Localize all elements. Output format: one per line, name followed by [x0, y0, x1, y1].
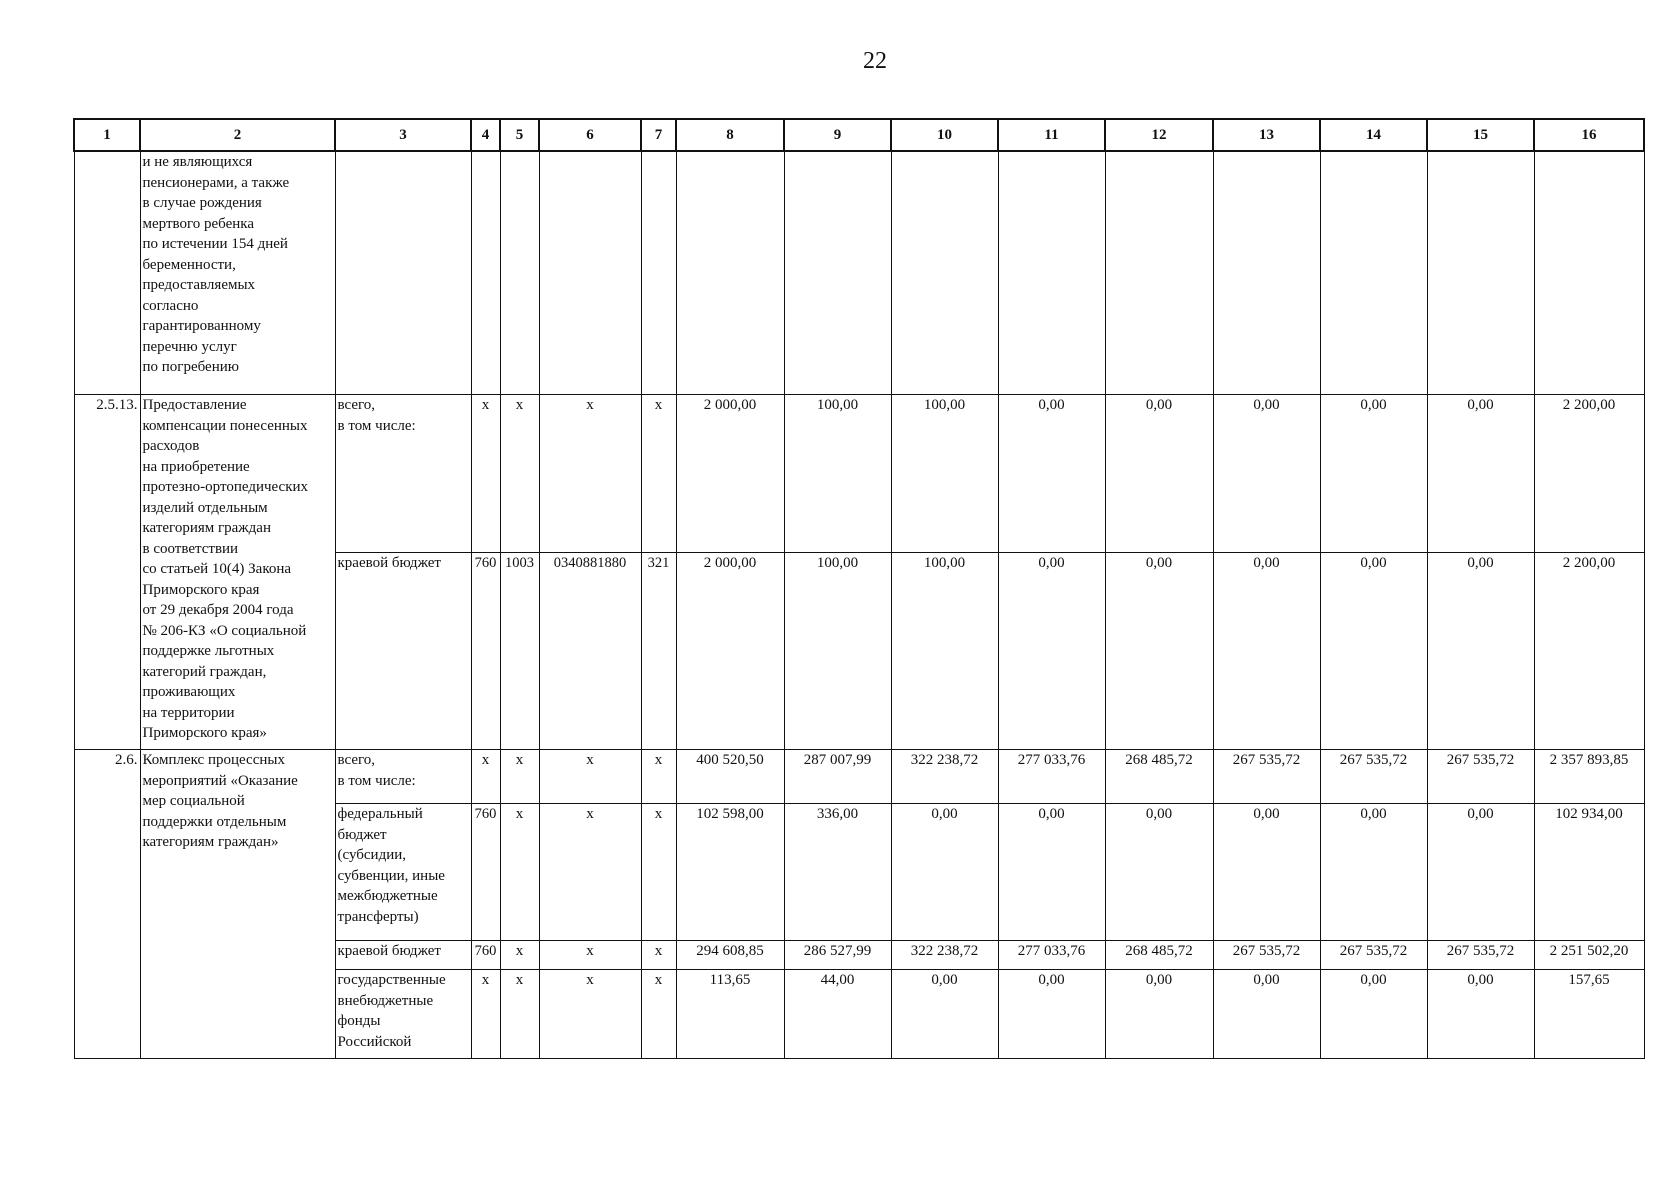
funding-source: краевой бюджет: [335, 553, 471, 750]
value-cell: 287 007,99: [784, 750, 891, 804]
cell-col5: х: [500, 750, 539, 804]
header-cell: 12: [1105, 119, 1213, 151]
cell-col7: х: [641, 750, 676, 804]
header-cell: 8: [676, 119, 784, 151]
header-cell: 10: [891, 119, 998, 151]
value-cell: 113,65: [676, 970, 784, 1059]
value-cell: 267 535,72: [1320, 941, 1427, 970]
cell-col7: х: [641, 395, 676, 553]
value-cell: 0,00: [1105, 553, 1213, 750]
cell-col6: х: [539, 395, 641, 553]
funding-source: федеральный бюджет (субсидии, субвенции, иные межбюджетные трансферты): [335, 804, 471, 941]
budget-table: [73, 118, 1645, 1059]
header-row: [74, 119, 1644, 151]
cell-col6: х: [539, 941, 641, 970]
value-cell: 277 033,76: [998, 750, 1105, 804]
value-cell: 0,00: [1427, 395, 1534, 553]
empty-cell: [1105, 151, 1213, 395]
value-cell: 400 520,50: [676, 750, 784, 804]
header-cell: 4: [471, 119, 500, 151]
header-cell: 1: [74, 119, 140, 151]
value-cell: 0,00: [1427, 970, 1534, 1059]
value-cell: 0,00: [891, 804, 998, 941]
value-cell: 267 535,72: [1427, 750, 1534, 804]
cell-col6: х: [539, 804, 641, 941]
value-cell: 267 535,72: [1427, 941, 1534, 970]
value-cell: 0,00: [1320, 553, 1427, 750]
empty-cell: [539, 151, 641, 395]
value-cell: 286 527,99: [784, 941, 891, 970]
value-cell: 0,00: [1320, 395, 1427, 553]
header-cell: 6: [539, 119, 641, 151]
value-cell: 2 000,00: [676, 395, 784, 553]
empty-cell: [641, 151, 676, 395]
value-cell: 0,00: [998, 970, 1105, 1059]
cell-col5: х: [500, 395, 539, 553]
empty-cell: [500, 151, 539, 395]
cell-col4: х: [471, 970, 500, 1059]
item-index: 2.5.13.: [74, 395, 140, 750]
header-cell: 15: [1427, 119, 1534, 151]
cell-col6: х: [539, 750, 641, 804]
empty-cell: [471, 151, 500, 395]
cell-col7: х: [641, 941, 676, 970]
empty-cell: [784, 151, 891, 395]
value-cell: 102 598,00: [676, 804, 784, 941]
cell-col5: х: [500, 941, 539, 970]
header-cell: 9: [784, 119, 891, 151]
value-cell: 0,00: [891, 970, 998, 1059]
cell-col5: х: [500, 804, 539, 941]
cell-col5: х: [500, 970, 539, 1059]
funding-source: краевой бюджет: [335, 941, 471, 970]
empty-cell: [1213, 151, 1320, 395]
item-name: Предоставление компенсации понесенных расходов на приобретение протезно-ортопедических изделий отдельным категориям граждан в соответствии со статьей 10(4) Закона Приморского края от 29 декабря 2004 года № 206-КЗ «О социальной поддержке льготных категорий граждан, проживающих на территории Приморского края»: [140, 395, 335, 750]
funding-source: государственные внебюджетные фонды Российской: [335, 970, 471, 1059]
funding-source: всего, в том числе:: [335, 395, 471, 553]
value-cell: 0,00: [998, 804, 1105, 941]
empty-cell: [1427, 151, 1534, 395]
item-index: 2.6.: [74, 750, 140, 1059]
total-cell: 2 200,00: [1534, 553, 1644, 750]
cell-col4: 760: [471, 804, 500, 941]
value-cell: 0,00: [1105, 395, 1213, 553]
empty-cell: [676, 151, 784, 395]
cell-col7: х: [641, 804, 676, 941]
value-cell: 0,00: [1427, 804, 1534, 941]
header-cell: 13: [1213, 119, 1320, 151]
value-cell: 267 535,72: [1320, 750, 1427, 804]
table-row: [74, 395, 1644, 553]
value-cell: 268 485,72: [1105, 941, 1213, 970]
cell-col7: 321: [641, 553, 676, 750]
header-cell: 14: [1320, 119, 1427, 151]
value-cell: 0,00: [998, 553, 1105, 750]
value-cell: 44,00: [784, 970, 891, 1059]
total-cell: 2 357 893,85: [1534, 750, 1644, 804]
value-cell: 294 608,85: [676, 941, 784, 970]
value-cell: 268 485,72: [1105, 750, 1213, 804]
value-cell: 2 000,00: [676, 553, 784, 750]
value-cell: 0,00: [998, 395, 1105, 553]
header-cell: 7: [641, 119, 676, 151]
value-cell: 267 535,72: [1213, 750, 1320, 804]
continuation-row: [74, 151, 1644, 395]
value-cell: 0,00: [1213, 804, 1320, 941]
item-name: Комплекс процессных мероприятий «Оказание мер социальной поддержки отдельным категориям граждан»: [140, 750, 335, 1059]
value-cell: 0,00: [1320, 804, 1427, 941]
value-cell: 322 238,72: [891, 941, 998, 970]
empty-cell: [998, 151, 1105, 395]
empty-cell: [891, 151, 998, 395]
value-cell: 336,00: [784, 804, 891, 941]
cell-col4: 760: [471, 941, 500, 970]
value-cell: 0,00: [1105, 804, 1213, 941]
cell-col6: 0340881880: [539, 553, 641, 750]
value-cell: 0,00: [1105, 970, 1213, 1059]
empty-cell: [74, 151, 140, 395]
value-cell: 322 238,72: [891, 750, 998, 804]
total-cell: 102 934,00: [1534, 804, 1644, 941]
cell-col4: х: [471, 750, 500, 804]
value-cell: 0,00: [1213, 395, 1320, 553]
header-cell: 3: [335, 119, 471, 151]
cell-col4: х: [471, 395, 500, 553]
cell-col7: х: [641, 970, 676, 1059]
header-cell: 11: [998, 119, 1105, 151]
value-cell: 0,00: [1427, 553, 1534, 750]
value-cell: 100,00: [784, 395, 891, 553]
header-cell: 2: [140, 119, 335, 151]
continuation-text: и не являющихся пенсионерами, а также в случае рождения мертвого ребенка по истечении 154 дней беременности, предоставляемых согласно гарантированному перечню услуг по погребению: [140, 151, 335, 395]
value-cell: 100,00: [891, 553, 998, 750]
cell-col5: 1003: [500, 553, 539, 750]
header-cell: 16: [1534, 119, 1644, 151]
funding-source: всего, в том числе:: [335, 750, 471, 804]
value-cell: 277 033,76: [998, 941, 1105, 970]
value-cell: 100,00: [784, 553, 891, 750]
empty-cell: [335, 151, 471, 395]
value-cell: 100,00: [891, 395, 998, 553]
header-cell: 5: [500, 119, 539, 151]
cell-col4: 760: [471, 553, 500, 750]
total-cell: 157,65: [1534, 970, 1644, 1059]
value-cell: 0,00: [1213, 553, 1320, 750]
value-cell: 267 535,72: [1213, 941, 1320, 970]
value-cell: 0,00: [1213, 970, 1320, 1059]
cell-col6: х: [539, 970, 641, 1059]
value-cell: 0,00: [1320, 970, 1427, 1059]
total-cell: 2 251 502,20: [1534, 941, 1644, 970]
page-number: 22: [863, 48, 887, 74]
total-cell: 2 200,00: [1534, 395, 1644, 553]
empty-cell: [1320, 151, 1427, 395]
table-row: [74, 750, 1644, 804]
empty-cell: [1534, 151, 1644, 395]
